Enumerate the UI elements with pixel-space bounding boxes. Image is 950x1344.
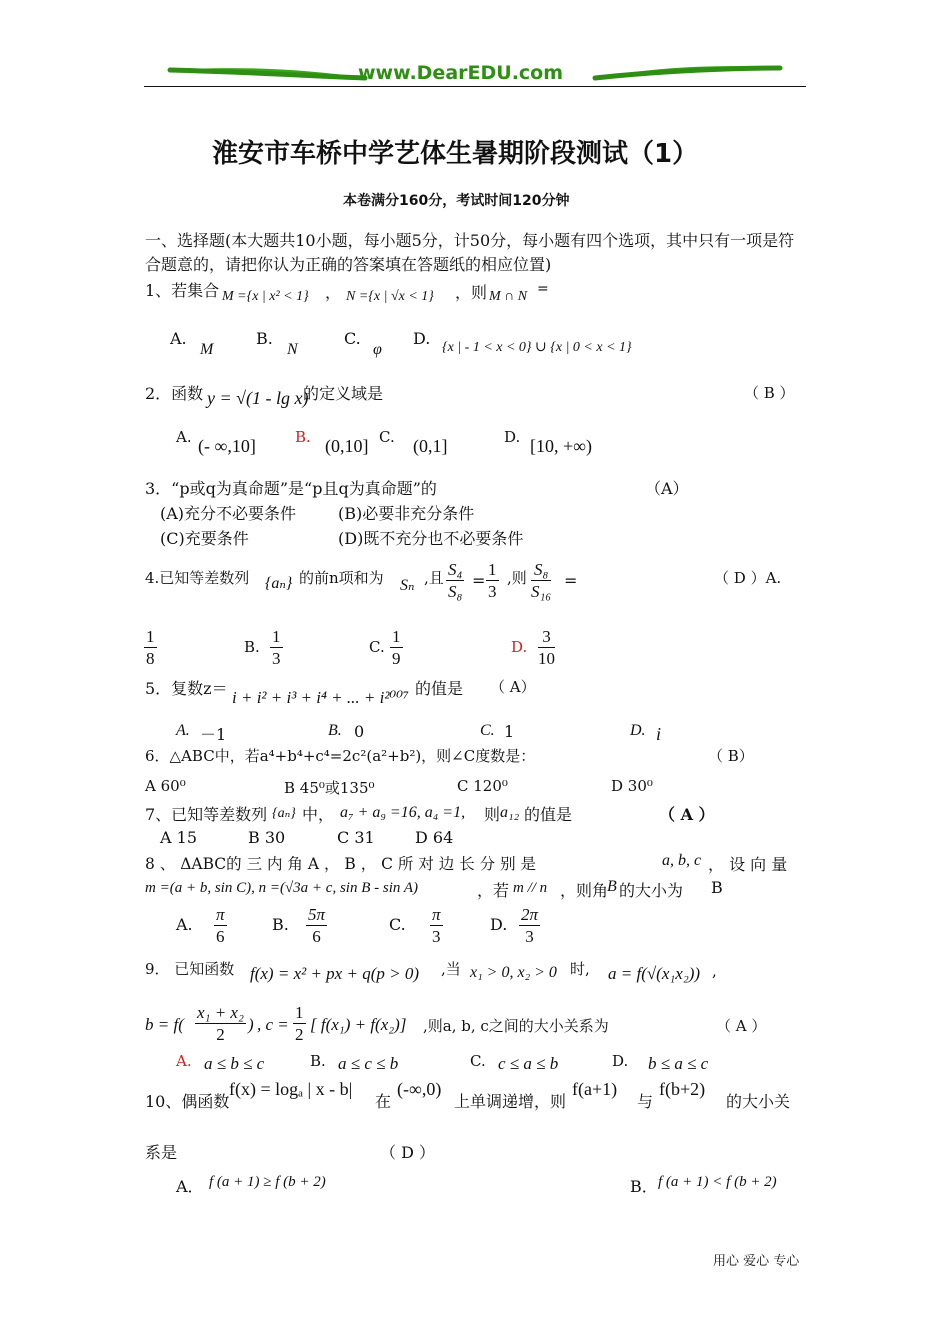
q9-stem: 9． 已知函数	[145, 960, 235, 978]
q8-answer: B	[711, 878, 723, 897]
q8-tail3: 的大小为	[619, 881, 684, 900]
q9-option-b-value: a ≤ c ≤ b	[338, 1054, 399, 1073]
q5-option-d-value: i	[656, 724, 662, 744]
q4-option-d-label: D.	[511, 638, 528, 656]
q2-stem: 2．函数	[145, 384, 204, 403]
section-heading-line2: 合题意的，请把你认为正确的答案填在答题纸的相应位置)	[145, 255, 552, 274]
q4-option-b-fraction	[270, 627, 283, 670]
q4-fraction-one-third	[486, 560, 499, 603]
q6-stem: 6．△ABC中，若a⁴+b⁴+c⁴=2c²(a²+b²)，则∠C度数是：	[145, 747, 536, 765]
q8-option-d-fraction	[519, 905, 540, 948]
q5-option-c-label: C.	[480, 722, 495, 739]
q9-c-fraction	[293, 1003, 306, 1046]
q4-option-b-denominator: 3	[272, 649, 281, 668]
q4-eq2: =	[564, 571, 578, 590]
page-title: 淮安市车桥中学艺体生暑期阶段测试（1）	[212, 139, 699, 169]
q8-cond: ，若	[477, 881, 510, 900]
q7-target: a₁₂	[500, 804, 520, 821]
q5-option-b-label: B.	[328, 722, 342, 739]
q8-option-d-label: D.	[490, 915, 508, 934]
q7-stem: 7、已知等差数列	[145, 805, 268, 824]
q2-option-b-label: B.	[295, 428, 311, 446]
q8-option-c-numerator: π	[432, 905, 441, 924]
q4-option-c-denominator: 9	[392, 649, 401, 668]
q6-option-d: D 30⁰	[611, 777, 653, 795]
q4-fraction3-denominator: S₁₆	[531, 582, 552, 601]
q4-option-c-fraction	[390, 627, 403, 670]
q7-option-b: B 30	[248, 828, 286, 847]
q10-f-a: f(a+1)	[572, 1079, 618, 1099]
q7-option-d: D 64	[415, 828, 454, 847]
q4-option-a-denominator: 8	[146, 649, 155, 668]
q4-then: ,则	[507, 569, 527, 587]
q4-fraction2-denominator: 3	[488, 582, 497, 601]
q1-option-d-label: D.	[413, 329, 431, 348]
q10-stem: 10、偶函数	[145, 1092, 230, 1111]
q9-c-denominator: 2	[295, 1025, 304, 1044]
q4-option-a-numerator: 1	[146, 627, 155, 646]
q7-option-a: A 15	[160, 828, 197, 847]
q8-option-b-fraction	[306, 905, 327, 948]
q8-option-b-denominator: 6	[312, 927, 321, 946]
q4-fraction1-numerator: S₄	[448, 560, 463, 579]
q2-option-a-label: A.	[176, 428, 192, 446]
q10-option-a-value: f (a + 1) ≥ f (b + 2)	[209, 1174, 326, 1190]
q8-option-a-numerator: π	[216, 905, 225, 924]
q2-option-d-value: [10, +∞)	[530, 436, 592, 456]
q5-option-a-value: －1	[200, 725, 227, 744]
q4-option-d-numerator: 3	[538, 627, 555, 648]
q2-option-a-value: (- ∞,10]	[198, 436, 256, 456]
q9-b-prefix: b = f(	[145, 1015, 184, 1034]
q4-option-c-numerator: 1	[392, 627, 401, 646]
q7-sequence: {aₙ}	[272, 806, 296, 821]
q4-fraction2-numerator: 1	[488, 560, 497, 579]
q10-on: 在	[375, 1092, 392, 1111]
q4-answer: （ D ）A.	[714, 569, 782, 587]
q8-option-b-label: B.	[272, 915, 289, 934]
q2-function: y = √(1 - lg x)	[207, 388, 309, 408]
q9-c-prefix: , c =	[257, 1015, 289, 1034]
q10-interval: (-∞,0)	[397, 1079, 442, 1099]
q9-c-numerator: 1	[295, 1003, 304, 1022]
q4-fraction3-numerator: S₈	[531, 560, 551, 581]
q8-option-a-label: A.	[176, 915, 193, 934]
q5-option-a-label: A.	[176, 722, 190, 739]
header-logo	[140, 58, 810, 94]
q5-stem: 5．复数z＝	[145, 679, 228, 698]
q1-eq: =	[537, 281, 549, 297]
q4-mid: 的前n项和为	[299, 569, 384, 587]
q8-option-a-denominator: 6	[216, 927, 225, 946]
q7-then: 则	[484, 805, 501, 824]
q3-answer: （A）	[645, 479, 689, 498]
q1-option-b-value: N	[287, 341, 298, 358]
q9-b-numerator: x₁ + x₂	[197, 1003, 244, 1022]
q3-option-a: (A)充分不必要条件	[160, 504, 297, 523]
q8-option-d-numerator: 2π	[521, 905, 539, 924]
q6-option-c: C 120⁰	[457, 777, 508, 795]
site-name: www.DearEDU.com	[358, 62, 564, 84]
q7-answer: （ A ）	[659, 805, 715, 824]
q4-sn: Sₙ	[400, 577, 415, 594]
q7-mid: 中，	[302, 805, 335, 824]
q4-cond: ,且	[424, 569, 444, 587]
q10-with: 与	[637, 1092, 654, 1111]
q1-sep: ，	[325, 283, 342, 302]
q5-option-b-value: 0	[354, 722, 365, 741]
q9-option-d-value: b ≤ a ≤ c	[648, 1054, 709, 1073]
q8-tail1: ， 设 向 量	[708, 855, 788, 874]
q8-line1: 8 、 ΔABC的 三 内 角 A ， B ， C 所 对 边 长 分 别 是	[145, 855, 536, 873]
q1-expr: M ∩ N	[489, 289, 528, 304]
q9-condition: x₁ > 0, x₂ > 0	[470, 964, 557, 981]
q9-c-postfix: [ f(x₁) + f(x₂)]	[310, 1015, 407, 1034]
q4-option-b-numerator: 1	[272, 627, 281, 646]
q9-b-postfix: )	[248, 1015, 254, 1034]
q8-option-c-denominator: 3	[432, 927, 441, 946]
q8-option-a-fraction	[214, 905, 227, 948]
q1-set-n: N ={x | √x < 1}	[346, 289, 434, 304]
footer-text: 用心 爱心 专心	[713, 1254, 800, 1269]
q9-option-b-label: B.	[310, 1052, 326, 1070]
q1-option-a-label: A.	[170, 329, 187, 348]
q1-option-b-label: B.	[256, 329, 273, 348]
q4-sequence: {aₙ}	[265, 575, 293, 592]
q7-option-c: C 31	[337, 828, 375, 847]
q8-option-b-numerator: 5π	[308, 905, 326, 924]
q9-option-c-value: c ≤ a ≤ b	[498, 1054, 559, 1073]
q4-fraction-s8-s16	[531, 560, 551, 603]
q6-answer: （ B）	[708, 747, 754, 765]
q9-function: f(x) = x² + px + q(p > 0)	[250, 964, 419, 983]
q8-angle: B	[607, 878, 617, 895]
q9-comma: ,	[712, 962, 717, 980]
q10-function: f(x) = logₐ | x - b|	[229, 1079, 353, 1099]
q3-option-c: (C)充要条件	[160, 529, 249, 548]
q5-expression: i + i² + i³ + i⁴ + ... + i²⁰⁰⁷	[232, 688, 409, 707]
q9-a-definition: a = f(√(x₁x₂))	[608, 964, 701, 983]
q6-option-a: A 60⁰	[145, 777, 186, 795]
q6-option-b: B 45⁰或135⁰	[284, 779, 375, 797]
q3-stem: 3．“p或q为真命题”是“p且q为真命题”的	[145, 479, 437, 498]
q10-f-b: f(b+2)	[659, 1079, 706, 1099]
q10-line2: 系是	[145, 1143, 178, 1162]
q9-answer: （ A ）	[716, 1017, 767, 1035]
q9-when: ,当	[441, 960, 461, 978]
q4-option-b-label: B.	[244, 638, 260, 656]
q1-option-a-value: M	[200, 341, 214, 358]
q1-then: ，则	[455, 283, 488, 302]
q1-set-m: M ={x | x² < 1}	[222, 289, 309, 304]
q5-option-c-value: 1	[504, 722, 515, 741]
q9-time: 时,	[570, 960, 590, 978]
q8-option-d-denominator: 3	[525, 927, 534, 946]
q9-option-c-label: C.	[470, 1052, 486, 1070]
q4-option-a-fraction	[144, 627, 157, 670]
q8-sides: a, b, c	[662, 852, 702, 869]
q9-b-fraction	[195, 1003, 246, 1046]
page-subtitle: 本卷满分160分，考试时间120分钟	[343, 193, 570, 209]
header-rule	[144, 86, 806, 87]
q2-option-c-label: C.	[379, 428, 395, 446]
q2-answer: （ B ）	[744, 384, 795, 402]
q4-eq1: =	[472, 571, 486, 590]
q1-option-c-value: φ	[373, 341, 382, 358]
q5-answer: （ A）	[490, 678, 536, 696]
q4-option-d-fraction	[538, 627, 555, 670]
q8-vectors: m =(a + b, sin C), n =(√3a + c, sin B - sin A)	[145, 880, 419, 896]
q9-b-denominator: 2	[216, 1025, 225, 1044]
q2-option-d-label: D.	[504, 428, 521, 446]
q3-option-d: (D)既不充分也不必要条件	[338, 529, 524, 548]
q5-option-d-label: D.	[630, 722, 646, 739]
q4-option-d-denominator: 10	[538, 649, 555, 668]
q2-option-b-value: (0,10]	[325, 436, 369, 456]
q10-option-b-value: f (a + 1) < f (b + 2)	[658, 1174, 777, 1190]
q7-tail: 的值是	[524, 805, 573, 824]
q4-stem: 4.已知等差数列	[145, 569, 250, 587]
q8-option-c-label: C.	[389, 915, 406, 934]
q8-parallel: m // n	[513, 880, 548, 896]
q1-stem: 1、若集合	[145, 281, 220, 300]
q9-option-a-label: A.	[176, 1052, 192, 1070]
q1-option-d-value: {x | - 1 < x < 0} ∪ {x | 0 < x < 1}	[442, 340, 632, 355]
q10-mid: 上单调递增，则	[454, 1092, 567, 1111]
q1-option-c-label: C.	[344, 329, 361, 348]
q4-fraction-s4-s8	[446, 560, 464, 603]
q10-option-b-label: B．	[630, 1177, 658, 1196]
q4-option-c-label: C.	[369, 638, 385, 656]
q10-answer: （ D ）	[380, 1143, 436, 1162]
q2-option-c-value: (0,1]	[413, 436, 448, 456]
q9-option-a-value: a ≤ b ≤ c	[204, 1054, 265, 1073]
q9-option-d-label: D.	[612, 1052, 629, 1070]
q10-option-a-label: A．	[176, 1177, 204, 1196]
q3-option-b: (B)必要非充分条件	[338, 504, 475, 523]
q5-tail: 的值是	[415, 679, 464, 698]
q10-tail: 的大小关	[726, 1092, 791, 1111]
q9-tail: ,则a, b, c之间的大小关系为	[423, 1017, 609, 1035]
q2-tail: 的定义域是	[303, 384, 384, 403]
q7-condition: a₇ + a₉ =16, a₄ =1,	[340, 804, 466, 821]
section-heading-line1: 一、选择题(本大题共10小题，每小题5分，计50分，每小题有四个选项，其中只有一项是符	[145, 231, 795, 250]
q8-tail2: ，则角	[560, 881, 609, 900]
q4-fraction1-denominator: S₈	[448, 582, 463, 601]
q8-option-c-fraction	[430, 905, 443, 948]
